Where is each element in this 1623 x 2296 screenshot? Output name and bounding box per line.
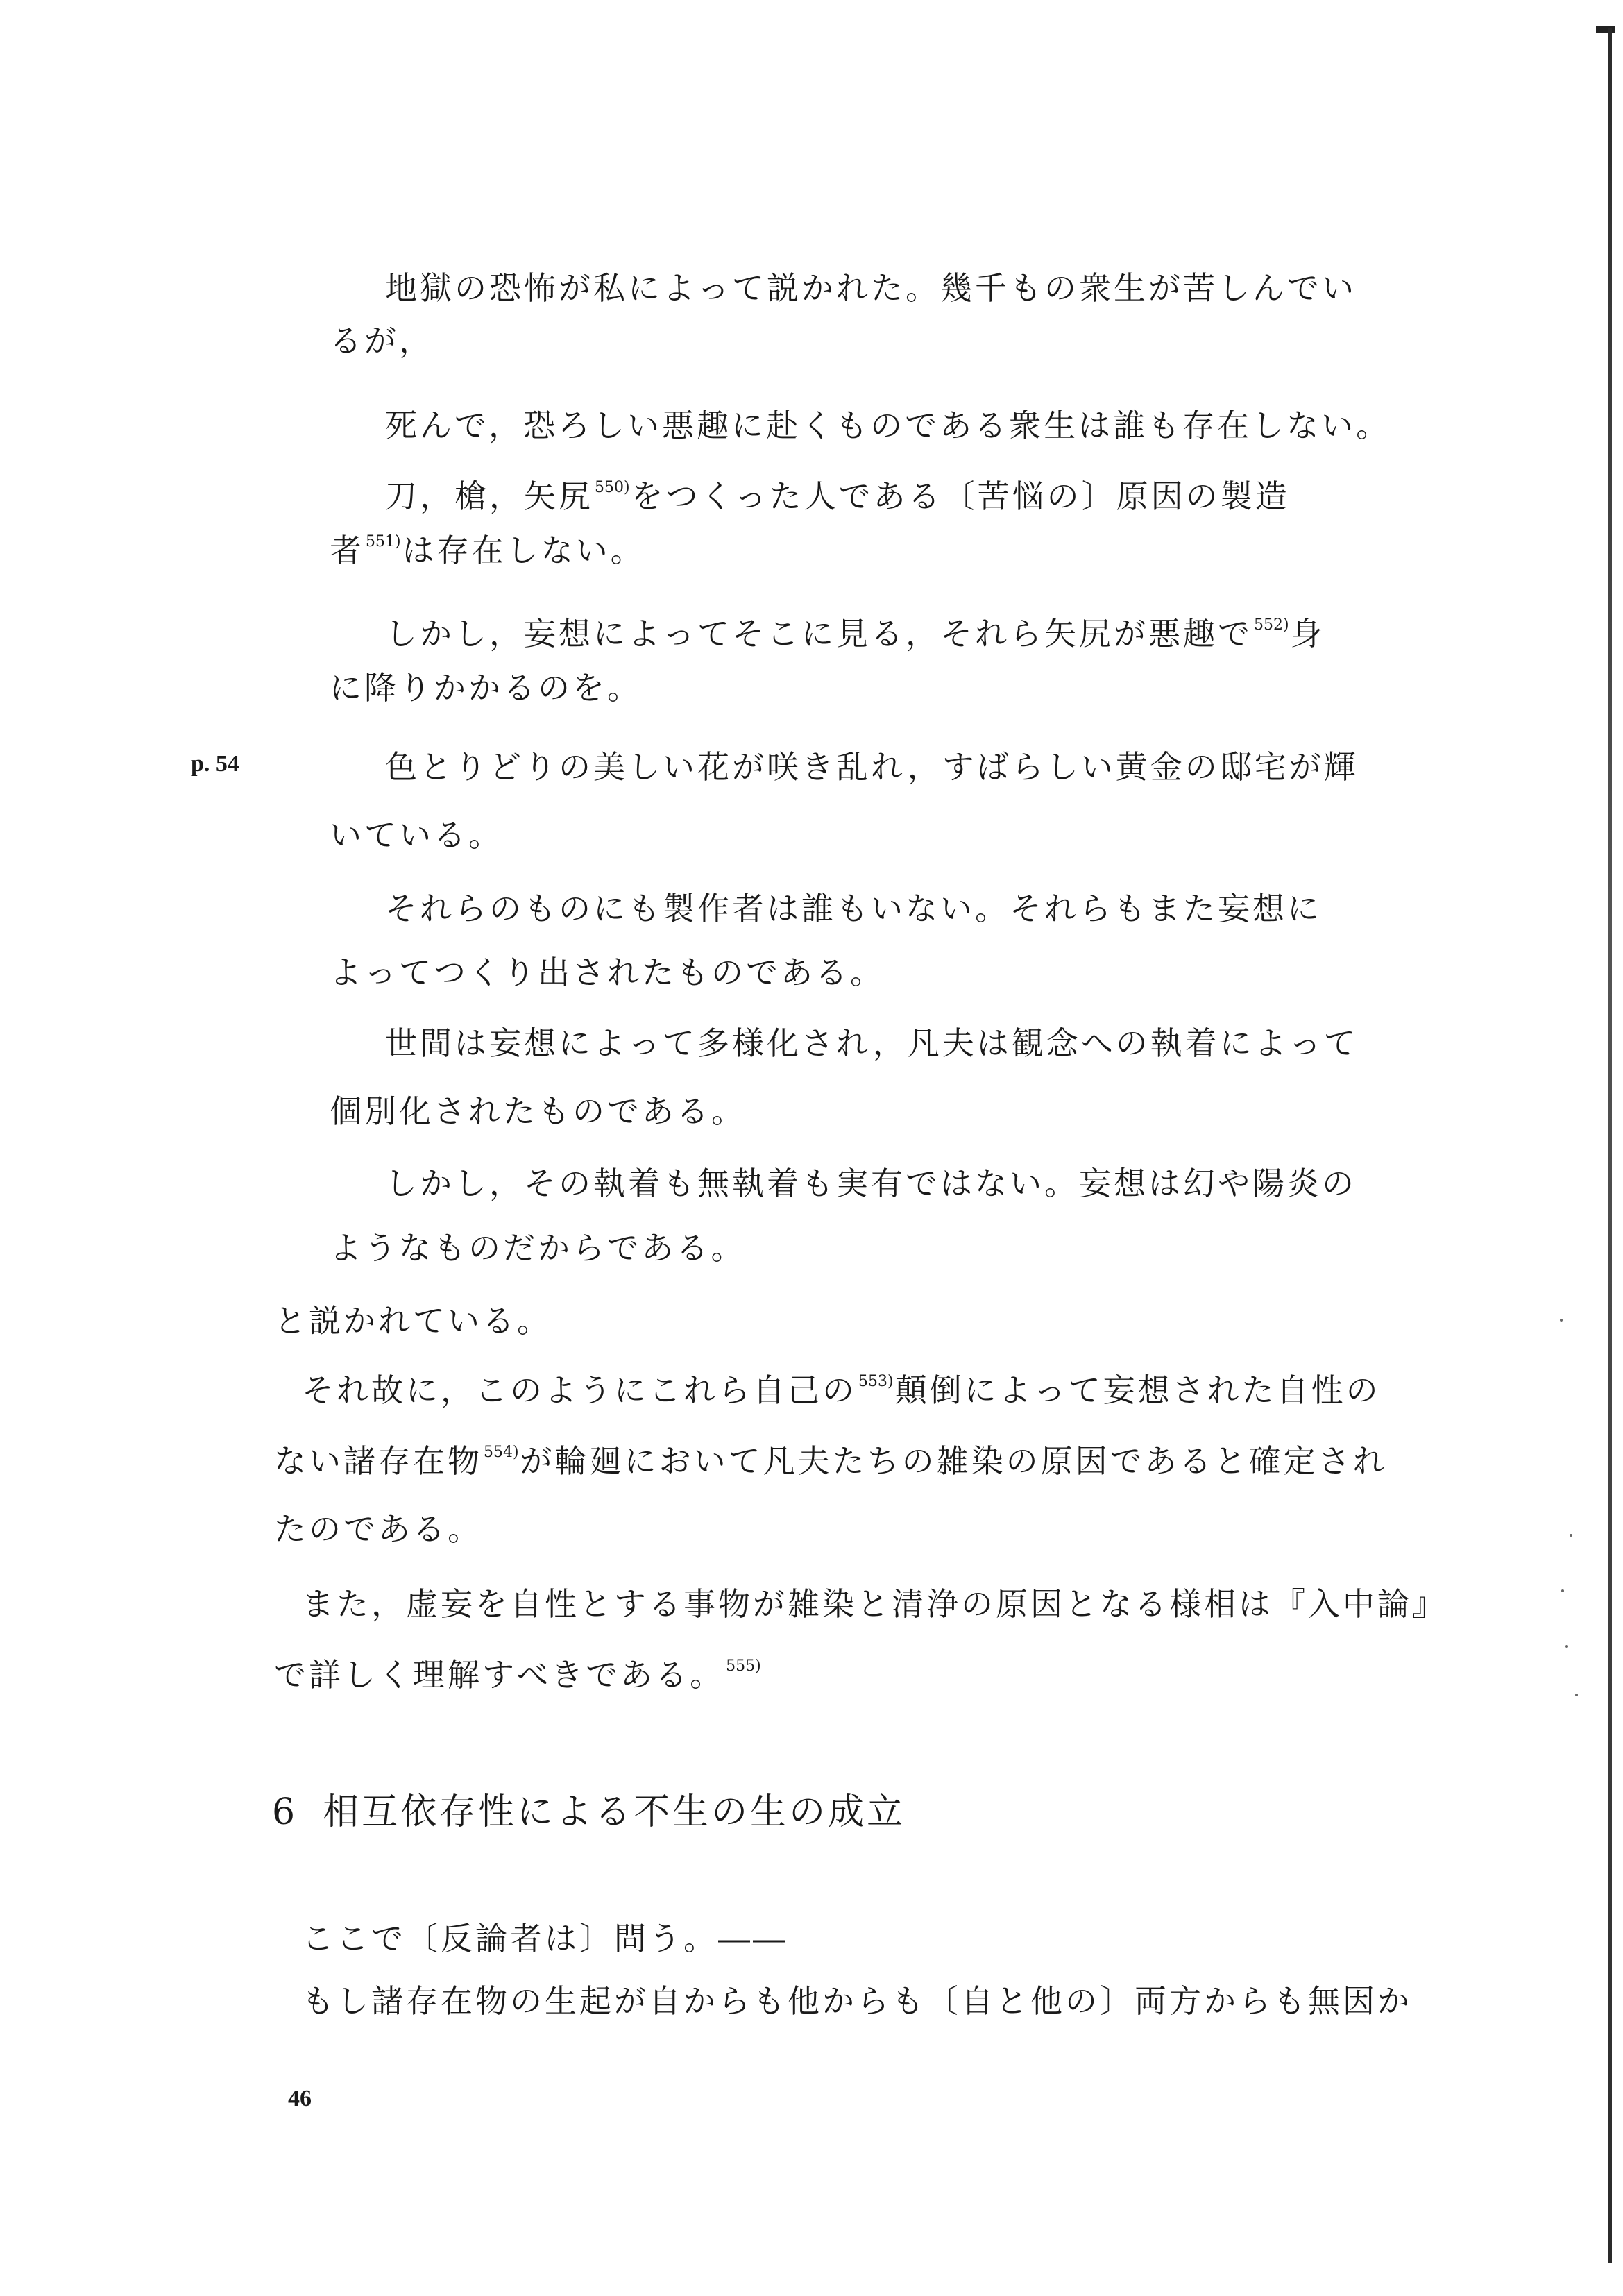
text-line	[330, 532, 645, 569]
text-line	[274, 1510, 482, 1548]
line-text: たのである。	[274, 1510, 482, 1548]
line-text: ない諸存在物	[274, 1442, 482, 1480]
line-text: また，虚妄を自性とする事物が雑染と清浄の原因となる様相は『入中論』	[302, 1585, 1447, 1623]
scan-speck	[1565, 1645, 1568, 1648]
line-text: ようなものだからである。	[330, 1229, 746, 1267]
line-text-continued: 身	[1290, 615, 1325, 652]
line-text: それ故に，このようにこれら自己の	[302, 1371, 857, 1409]
footnote-marker: 555)	[726, 1657, 761, 1675]
text-line	[274, 1656, 763, 1694]
text-line	[385, 1165, 1357, 1202]
scan-speck	[1561, 1589, 1564, 1592]
footnote-marker: 550)	[595, 479, 630, 496]
line-text: もし諸存在物の生起が自からも他からも〔自と他の〕両方からも無因か	[302, 1982, 1412, 2020]
text-line	[385, 478, 1290, 515]
line-text-continued: をつくった人である〔苦悩の〕原因の製造	[631, 478, 1290, 515]
text-line	[330, 1092, 746, 1130]
line-text: 色とりどりの美しい花が咲き乱れ，すばらしい黄金の邸宅が輝	[385, 748, 1359, 786]
line-text: 個別化されたものである。	[330, 1092, 746, 1130]
text-line	[385, 890, 1322, 927]
text-line	[274, 1442, 1388, 1480]
text-line	[330, 322, 434, 360]
footnote-marker: 552)	[1254, 616, 1289, 634]
line-text: で詳しく理解すべきである。	[274, 1656, 725, 1694]
text-line	[385, 748, 1359, 786]
section-heading	[272, 1782, 906, 1834]
line-text: と説かれている。	[274, 1302, 552, 1340]
text-line	[385, 407, 1391, 444]
line-text: ここで〔反論者は〕問う。――	[302, 1920, 788, 1957]
line-text: 者	[330, 532, 364, 569]
text-line	[330, 816, 503, 854]
scan-speck	[1560, 1319, 1563, 1322]
text-line	[330, 1229, 746, 1267]
line-text: いている。	[330, 816, 503, 854]
text-line	[385, 615, 1325, 652]
text-line	[330, 954, 885, 991]
text-line	[302, 1920, 788, 1957]
line-text: 地獄の恐怖が私によって説かれた。幾千もの衆生が苦しんでい	[385, 269, 1357, 307]
text-line	[385, 269, 1357, 307]
page-number: 46	[288, 2086, 312, 2111]
section-number: 6	[272, 1791, 298, 1833]
scan-speck	[1570, 1534, 1572, 1537]
footnote-marker: 553)	[858, 1373, 894, 1390]
text-line	[274, 1302, 552, 1340]
footnote-marker: 554)	[484, 1444, 519, 1461]
margin-page-reference: p. 54	[191, 751, 239, 777]
text-line	[385, 1024, 1359, 1062]
scan-speck	[1575, 1694, 1578, 1696]
line-text: 刀，槍，矢尻	[385, 478, 593, 515]
line-text-continued: 顛倒によって妄想された自性の	[894, 1371, 1381, 1409]
line-text: しかし，その執着も無執着も実有ではない。妄想は幻や陽炎の	[385, 1165, 1357, 1202]
line-text-continued: は存在しない。	[402, 532, 645, 569]
line-text: 死んで，恐ろしい悪趣に赴くものである衆生は誰も存在しない。	[385, 407, 1391, 444]
line-text: に降りかかるのを。	[330, 669, 642, 707]
text-line	[302, 1371, 1381, 1409]
line-text: しかし，妄想によってそこに見る，それら矢尻が悪趣で	[385, 615, 1252, 652]
line-text-continued: が輪廻において凡夫たちの雑染の原因であると確定され	[520, 1442, 1388, 1480]
text-line	[330, 669, 642, 707]
line-text: るが，	[330, 322, 434, 360]
line-text: よってつくり出されたものである。	[330, 954, 885, 991]
footnote-marker: 551)	[366, 533, 401, 550]
line-text: それらのものにも製作者は誰もいない。それらもまた妄想に	[385, 890, 1322, 927]
text-line	[302, 1982, 1412, 2020]
page-edge-shadow	[1608, 28, 1612, 2263]
line-text: 世間は妄想によって多様化され，凡夫は観念への執着によって	[385, 1024, 1359, 1062]
page-edge-cap	[1596, 26, 1615, 33]
text-line	[302, 1585, 1447, 1623]
section-title: 相互依存性による不生の生の成立	[323, 1791, 906, 1833]
